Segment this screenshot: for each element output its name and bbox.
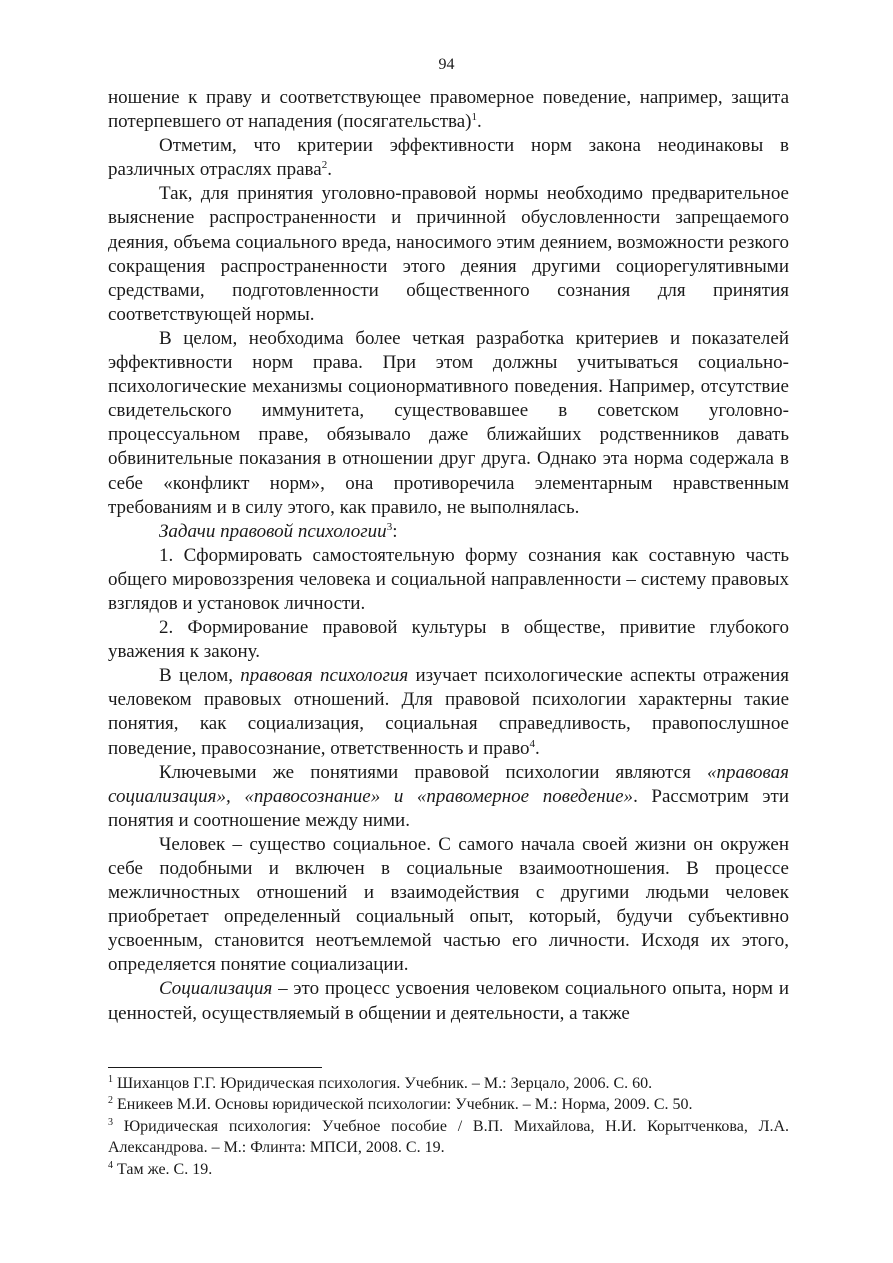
italic-text: «правовая социализация», «правосознание» и «правомерное поведение» <box>108 761 789 807</box>
text-segment: . <box>535 737 540 759</box>
footnote-text: Юридическая психология: Учебное пособие / В.П. Михайлова, Н.И. Корытченкова, Л.А. Александрова. – М.: Флинта: МПСИ, 2008. С. 19. <box>108 1117 789 1157</box>
text-segment: Ключевыми же понятиями правовой психологии являются <box>159 761 708 783</box>
footnote <box>108 1159 789 1180</box>
text-segment: ношение к праву и соответствующее правомерное поведение, например, защита потерпевшего от нападения (посягательства) <box>108 87 789 133</box>
text-segment: Так, для принятия уголовно-правовой нормы необходимо предварительное выяснение распространенности и причинной обусловленности запрещаемого деяния, объема социального вреда, наносимого этим деянием, возможности резкого сокращения распространенности этого деяния другими социорегулятивными средствами, подготовленности общественного сознания для принятия соответствующей нормы. <box>108 183 789 325</box>
footnote <box>108 1073 789 1094</box>
text-segment: 1. Сформировать самостоятельную форму сознания как составную часть общего мировоззрения человека и социальной направленности – систему правовых взглядов и установок личности. <box>108 544 789 614</box>
footnotes <box>108 1073 789 1180</box>
footnote-number: 1 <box>108 1074 113 1085</box>
footnote-number: 4 <box>108 1159 113 1171</box>
paragraph <box>108 544 789 616</box>
paragraph <box>108 977 789 1025</box>
paragraph <box>108 833 789 978</box>
footnote-marker: 1 <box>471 111 478 124</box>
page-number: 94 <box>438 56 455 73</box>
footnote-marker: 3 <box>386 520 393 533</box>
text-segment: В целом, необходима более четкая разработка критериев и показателей эффективности норм права. При этом должны учитываться социально-психологические механизмы соционормативного поведения. Например, отсутствие свидетельского иммунитета, существовавшее в советском уголовно-процессуальном праве, обязывало даже ближайших родственников давать обвинительные показания в отношении друг друга. Однако эта норма содержала в себе «конфликт норм», она противоречила элементарным нравственным требованиям и в силу этого, как правило, не выполнялась. <box>108 327 789 518</box>
footnote-divider <box>108 1067 322 1068</box>
paragraph <box>108 520 789 544</box>
paragraph <box>108 664 789 760</box>
italic-text: Задачи правовой психологии <box>159 520 387 542</box>
paragraph <box>108 761 789 833</box>
footnote-text: Еникеев М.И. Основы юридической психологии: Учебник. – М.: Норма, 2009. С. 50. <box>113 1096 693 1114</box>
text-segment: . Рассмотрим эти понятия и соотношение между ними. <box>108 785 789 831</box>
text-segment: . <box>327 159 332 181</box>
footnote-marker: 2 <box>321 159 328 172</box>
text-segment: Человек – существо социальное. С самого начала своей жизни он окружен себе подобными и включен в социальные взаимоотношения. В процессе межличностных отношений и взаимодействия с другими людьми человек приобретает определенный социальный опыт, который, будучи субъективно усвоенным, становится неотъемлемой частью его личности. Исходя их этого, определяется понятие социализации. <box>108 833 789 976</box>
footnote <box>108 1094 789 1115</box>
text-segment: Отметим, что критерии эффективности норм закона неодинаковы в различных отраслях права <box>108 135 789 181</box>
paragraph <box>108 182 789 327</box>
footnote <box>108 1116 789 1159</box>
text-segment: 2. Формирование правовой культуры в обществе, привитие глубокого уважения к закону. <box>108 617 789 663</box>
paragraph <box>108 616 789 664</box>
text-segment: : <box>392 520 398 542</box>
paragraph <box>108 86 789 134</box>
italic-text: Социализация <box>159 978 273 1000</box>
text-segment: В целом, <box>159 665 241 687</box>
body-text <box>108 86 789 1026</box>
text-segment: – это процесс усвоения человеком социального опыта, норм и ценностей, осуществляемый в общении и деятельности, а также <box>108 978 789 1024</box>
footnote-text: Там же. С. 19. <box>113 1160 213 1178</box>
italic-text: правовая психология <box>240 665 409 687</box>
paragraph <box>108 134 789 182</box>
text-segment: . <box>477 111 482 133</box>
text-segment: изучает психологические аспекты отражения человеком правовых отношений. Для правовой психологии характерны такие понятия, как социализация, социальная справедливость, правопослушное поведение, правосознание, ответственность и право <box>108 665 789 759</box>
footnote-marker: 4 <box>529 737 536 750</box>
footnote-number: 3 <box>108 1116 113 1128</box>
footnote-text: Шиханцов Г.Г. Юридическая психология. Учебник. – М.: Зерцало, 2006. С. 60. <box>113 1075 653 1092</box>
paragraph <box>108 327 789 520</box>
footnote-number: 2 <box>108 1095 113 1107</box>
